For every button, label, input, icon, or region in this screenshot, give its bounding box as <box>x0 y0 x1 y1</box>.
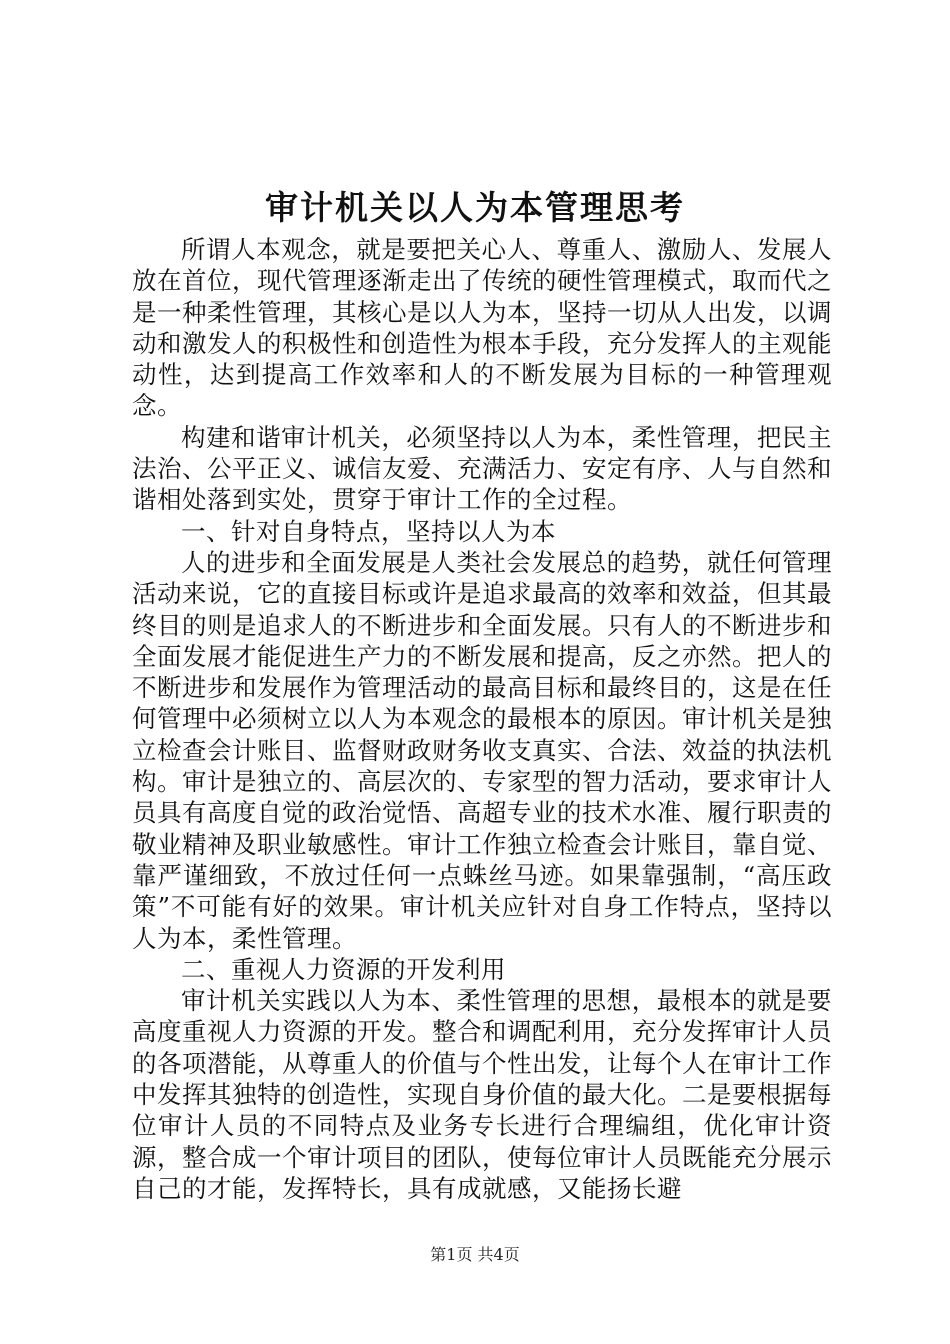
section-heading-1: 一、针对自身特点，坚持以人为本 <box>181 516 556 546</box>
paragraph-section-1: 人的进步和全面发展是人类社会发展总的趋势，就任何管理活动来说，它的直接目标或许是追求最高的效率和效益，但其最终目的则是追求人的不断进步和全面发展。只有人的不断进步和全面发展才能促进生产力的不断发展和提高，反之亦然。把人的不断进步和发展作为管理活动的最高目标和最终目的，这是在任何管理中必须树立以人为本观念的最根本的原因。审计机关是独立检查会计账目、监督财政财务收支真实、合法、效益的执法机构。审计是独立的、高层次的、专家型的智力活动，要求审计人员具有高度自觉的政治觉悟、高超专业的技术水准、履行职责的敬业精神及职业敏感性。审计工作独立检查会计账目，靠自觉、靠严谨细致，不放过任何一点蛛丝马迹。如果靠强制，“高压政策”不可能有好的效果。审计机关应针对自身工作特点，坚持以人为本，柔性管理。 <box>132 547 832 953</box>
paragraph-harmony: 构建和谐审计机关，必须坚持以人为本，柔性管理，把民主法治、公平正义、诚信友爱、充满活力、安定有序、人与自然和谐相处落到实处，贯穿于审计工作的全过程。 <box>132 422 832 515</box>
document-title: 审计机关以人为本管理思考 <box>265 188 685 227</box>
paragraph-intro: 所谓人本观念，就是要把关心人、尊重人、激励人、发展人放在首位，现代管理逐渐走出了传统的硬性管理模式，取而代之是一种柔性管理，其核心是以人为本，坚持一切从人出发，以调动和激发人的积极性和创造性为根本手段，充分发挥人的主观能动性，达到提高工作效率和人的不断发展为目标的一种管理观念。 <box>132 235 832 421</box>
section-heading-2: 二、重视人力资源的开发利用 <box>181 954 506 984</box>
page-footer: 第1页 共4页 <box>430 1245 520 1264</box>
paragraph-section-2: 审计机关实践以人为本、柔性管理的思想，最根本的就是要高度重视人力资源的开发。整合和调配利用，充分发挥审计人员的各项潜能，从尊重人的价值与个性出发，让每个人在审计工作中发挥其独特的创造性，实现自身价值的最大化。二是要根据每位审计人员的不同特点及业务专长进行合理编组，优化审计资源，整合成一个审计项目的团队，使每位审计人员既能充分展示自己的才能，发挥特长，具有成就感，又能扬长避 <box>132 986 832 1203</box>
document-body <box>132 234 832 1204</box>
